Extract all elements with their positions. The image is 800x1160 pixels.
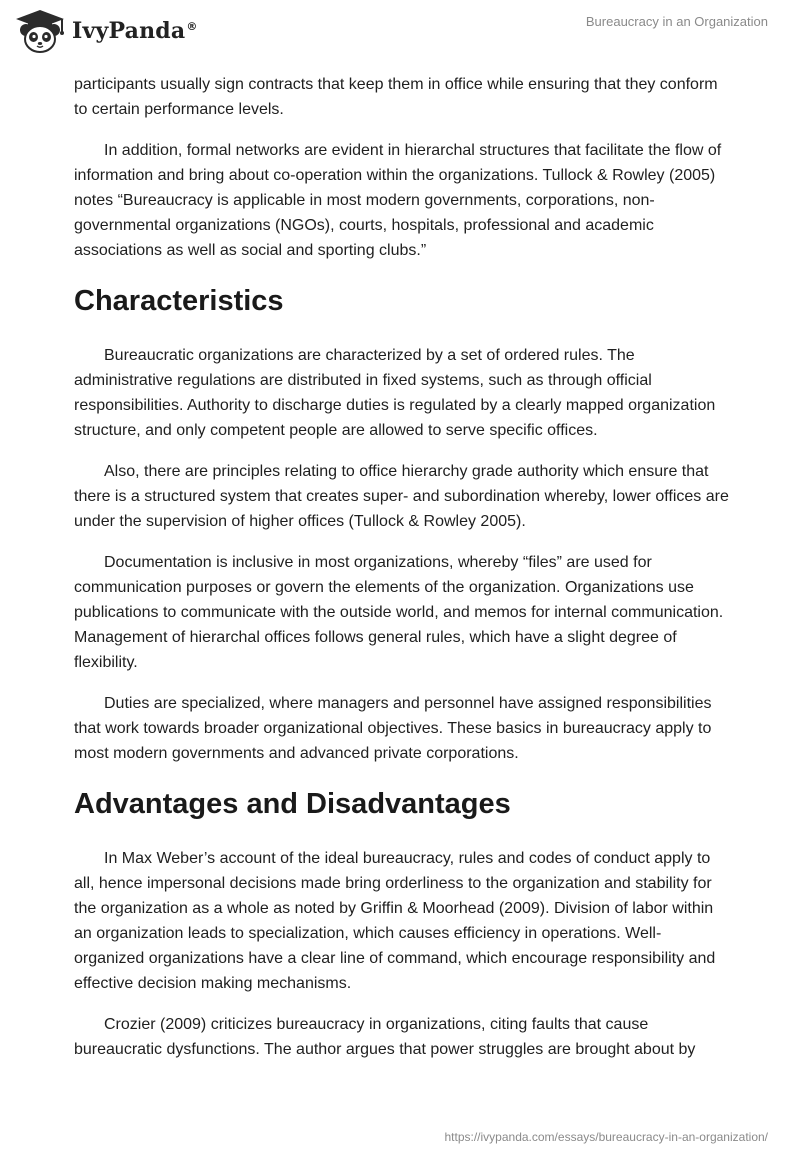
paragraph: Duties are specialized, where managers and personnel have assigned responsibilities that work towards broader organizational objectives. These basics in bureaucracy apply to most modern governments and advanced private corporations.	[74, 695, 712, 762]
paragraph: Crozier (2009) criticizes bureaucracy in organizations, citing faults that cause bureaucratic dysfunctions. The author argues that power struggles are brought about by	[74, 1016, 696, 1058]
document-title: Bureaucracy in an Organization	[585, 14, 768, 29]
logo[interactable]	[14, 8, 198, 54]
paragraph: Documentation is inclusive in most organizations, whereby “files” are used for communication purposes or govern the elements of the organization. Organizations use publications to communicate with the outside world, and memos for internal communication. Management of hierarchal offices follows general rules, which have a slight degree of flexibility.	[74, 554, 724, 671]
source-url[interactable]: https://ivypanda.com/essays/bureaucracy-in-an-organization/	[444, 1130, 768, 1144]
section-heading-characteristics: Characteristics	[74, 285, 284, 317]
page-header	[0, 0, 800, 60]
registered-mark: ®	[186, 19, 198, 33]
section-heading-advantages: Advantages and Disadvantages	[74, 788, 511, 820]
logo-text: IvyPanda®	[72, 18, 198, 44]
paragraph: In addition, formal networks are evident in hierarchal structures that facilitate the flow of information and bring about co-operation within the organizations. Tullock & Rowley (2005) notes “Bureaucracy is applicable in most modern governments, corporations, non-governmental organizations (NGOs), courts, hospitals, professional and academic associations as well as social and sporting clubs.”	[74, 142, 722, 259]
paragraph: In Max Weber’s account of the ideal bureaucracy, rules and codes of conduct apply to all, hence impersonal decisions made bring orderliness to the organization and stability for the organization as a whole as noted by Griffin & Moorhead (2009). Division of labor within an organization leads to specialization, which causes efficiency in operations. Well-organized organizations have a clear line of command, which encourage responsibility and effective decision making mechanisms.	[74, 850, 716, 992]
paragraph: Also, there are principles relating to office hierarchy grade authority which ensure that there is a structured system that creates super- and subordination whereby, lower offices are under the supervision of higher offices (Tullock & Rowley 2005).	[74, 463, 729, 530]
panda-graduate-icon	[14, 8, 66, 54]
paragraph: participants usually sign contracts that keep them in office while ensuring that they conform to certain performance levels.	[74, 76, 718, 118]
essay-body	[74, 72, 730, 1078]
paragraph: Bureaucratic organizations are characterized by a set of ordered rules. The administrative regulations are distributed in fixed systems, such as through official responsibilities. Authority to discharge duties is regulated by a clearly mapped organization structure, and only competent people are allowed to serve specific offices.	[74, 347, 716, 439]
